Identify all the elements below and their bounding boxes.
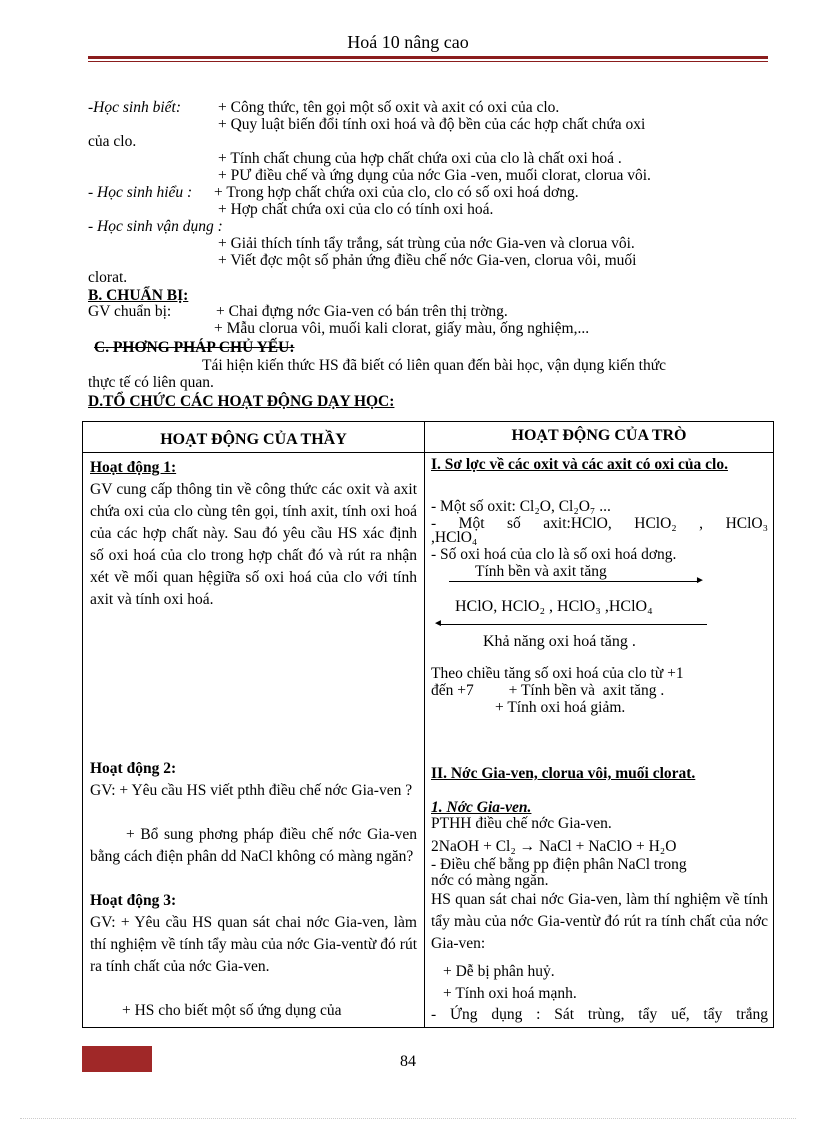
objective-hieu-label: - Học sinh hiểu :	[88, 184, 193, 201]
page-number: 84	[400, 1053, 416, 1070]
s2-application: - Ứng dụng : Sát trùng, tẩy uế, tẩy trắng	[431, 1006, 768, 1023]
s1-conc-b: đến +7 + Tính bền và axit tăng .	[431, 682, 665, 699]
objective-vandung-2b: clorat.	[88, 269, 128, 286]
s1-title: I. Sơ lợc về các oxit và các axit có oxi của clo.	[431, 456, 728, 473]
objective-vandung-label: - Học sinh vận dụng :	[88, 218, 223, 235]
teacher-column-header-cell	[83, 422, 425, 453]
s1-oxit: - Một số oxit: Cl₂O, Cl₂O₇ ...	[431, 498, 611, 515]
objective-biet-label: -Học sinh biết:	[88, 99, 181, 116]
hd2-text2: + Bổ sung phơng pháp điều chế nớc Gia-ven bằng cách điện phân dd NaCl không có màng ngăn?	[90, 826, 417, 865]
student-column-header-cell	[425, 422, 774, 453]
s1-acids: HClO, HClO₂ , HClO₃ ,HClO₄	[455, 598, 653, 615]
s2-dp-b: nớc có màng ngăn.	[431, 872, 549, 889]
prep-item-2: + Mẫu clorua vôi, muối kali clorat, giấy màu, ống nghiệm,...	[214, 320, 590, 337]
objective-hieu-2: + Hợp chất chứa oxi của clo có tính oxi hoá.	[218, 201, 494, 218]
s1-axit-a: - Một số axit:HClO, HClO₂ , HClO₃	[431, 515, 768, 532]
hd3-text1: GV: + Yêu cầu HS quan sát chai nớc Gia-ven, làm thí nghiệm về tính tẩy màu của nớc Gia-ventừ đó rút ra tính chất của nớc Gia-ven.	[90, 914, 417, 975]
s2-title: II. Nớc Gia-ven, clorua vôi, muối clorat.	[431, 765, 696, 782]
s2-dp-a: - Điều chế bằng pp điện phân NaCl trong	[431, 856, 687, 873]
header-rule-thin	[88, 61, 768, 62]
activities-table	[82, 421, 774, 1028]
student-column-header: HOẠT ĐỘNG CỦA TRÒ	[511, 427, 687, 444]
prep-heading: B. CHUẨN BỊ:	[88, 287, 189, 304]
prep-gv-label: GV chuẩn bị:	[88, 303, 172, 320]
arrow-right-icon: ►	[695, 575, 705, 586]
objective-vandung-1: + Giải thích tính tẩy trắng, sát trùng của nớc Gia-ven và clorua vôi.	[218, 235, 635, 252]
s2-pthh: PTHH điều chế nớc Gia-ven.	[431, 815, 612, 832]
method-text-a: Tái hiện kiến thức HS đã biết có liên quan đến bài học, vận dụng kiến thức	[202, 357, 667, 374]
objective-vandung-2a: + Viết đợc một số phản ứng điều chế nớc Gia-ven, clorua vôi, muối	[218, 252, 637, 269]
s1-conc-c: + Tính oxi hoá giảm.	[495, 699, 626, 716]
objective-biet-2b: của clo.	[88, 133, 137, 150]
hd1-text: GV cung cấp thông tin về công thức các oxit và axit chứa oxi của clo cùng tên gọi, tính axit, tính oxi hoá của các hợp chất này. Sau đó yêu cầu HS xác định số oxi hoá của clo trong hợp chất đó và rút ra nhận xét về mối quan hệgiữa số oxi hoá của clo với tính axit và tính oxi hoá.	[90, 481, 417, 608]
arrow-left-line	[439, 624, 707, 625]
hd2-text1: GV: + Yêu cầu HS viết pthh điều chế nớc Gia-ven ?	[90, 782, 413, 799]
objective-biet-1: + Công thức, tên gọi một số oxit và axit có oxi của clo.	[218, 99, 560, 116]
hd3-title: Hoạt động 3:	[90, 892, 177, 909]
s2-property-2: + Tính oxi hoá mạnh.	[443, 985, 577, 1002]
s1-conc-a: Theo chiều tăng số oxi hoá của clo từ +1	[431, 665, 684, 682]
objective-biet-3: + Tính chất chung của hợp chất chứa oxi của clo là chất oxi hoá .	[218, 150, 622, 167]
s1-soxh: - Số oxi hoá của clo là số oxi hoá dơng.	[431, 546, 677, 563]
method-text-b: thực tế có liên quan.	[88, 374, 214, 391]
s2-equation: 2NaOH + Cl₂ → NaCl + NaClO + H₂O	[431, 838, 677, 855]
hd2-title: Hoạt động 2:	[90, 760, 177, 777]
objective-biet-4: + PƯ điều chế và ứng dụng của nớc Gia -ven, muối clorat, clorua vôi.	[218, 167, 651, 184]
objective-biet-2a: + Quy luật biến đổi tính oxi hoá và độ bền của các hợp chất chứa oxi	[218, 116, 646, 133]
hd3-text2: + HS cho biết một số ứng dụng của	[122, 1002, 342, 1019]
arrow-right-line	[449, 581, 697, 582]
hd1-title: Hoạt động 1:	[90, 459, 177, 476]
activities-heading: D.TỔ CHỨC CÁC HOẠT ĐỘNG DẠY HỌC:	[88, 393, 395, 410]
s1-arrow-top-label: Tính bền và axit tăng	[475, 563, 607, 580]
s1-arrow-bottom-label: Khả năng oxi hoá tăng .	[483, 633, 636, 650]
student-column	[425, 453, 774, 1028]
teacher-column	[83, 453, 425, 1028]
arrow-left-icon: ◄	[433, 618, 443, 629]
objective-hieu-1: + Trong hợp chất chứa oxi của clo, clo có số oxi hoá dơng.	[214, 184, 579, 201]
method-heading: C. PHƠNG PHÁP CHỦ YẾU:	[94, 339, 295, 356]
s1-axit-b: ,HClO₄	[431, 529, 478, 546]
prep-item-1: + Chai đựng nớc Gia-ven có bán trên thị trờng.	[216, 303, 508, 320]
page-header-title: Hoá 10 nâng cao	[347, 32, 469, 52]
s2-property-1: + Dễ bị phân huỷ.	[443, 963, 555, 980]
header-rule-thick	[88, 56, 768, 59]
teacher-column-header: HOẠT ĐỘNG CỦA THẦY	[160, 431, 347, 448]
s2-subtitle: 1. Nớc Gia-ven.	[431, 799, 532, 816]
s2-observe: HS quan sát chai nớc Gia-ven, làm thí nghiệm về tính tẩy màu của nớc Gia-ventừ đó rút ra tính chất của nớc Gia-ven:	[431, 891, 768, 952]
page-bottom-divider	[20, 1118, 796, 1119]
